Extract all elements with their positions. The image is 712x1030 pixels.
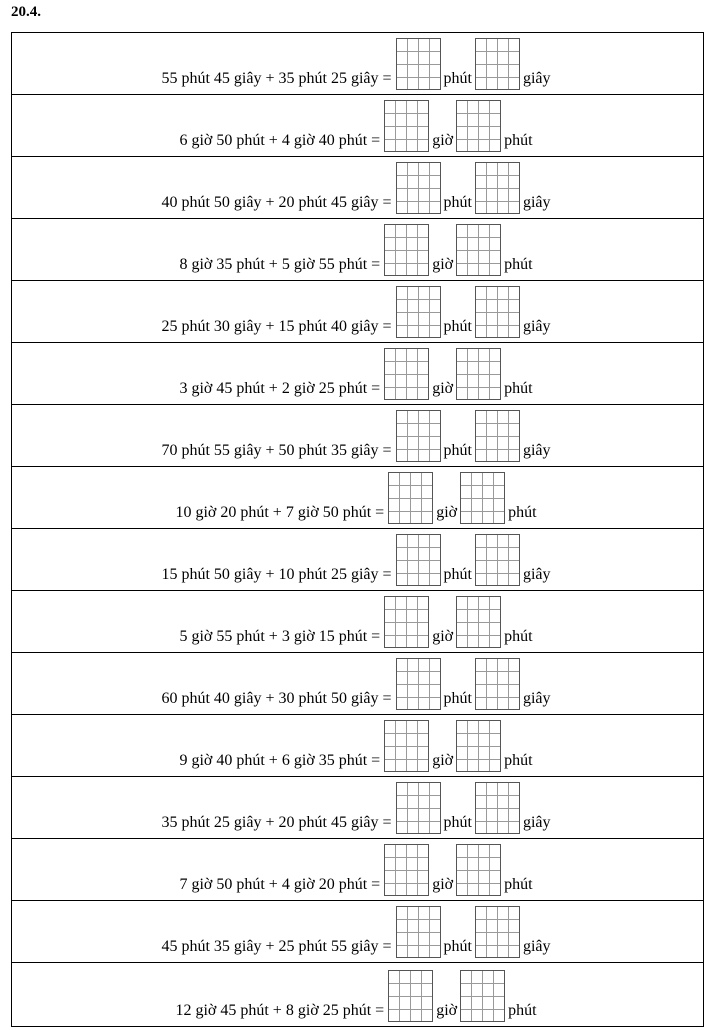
unit-label-second: giây <box>522 566 551 583</box>
answer-grid-second[interactable] <box>456 720 501 772</box>
unit-label-first: phút <box>443 70 472 87</box>
time-expression: 12 giờ 45 phút + 8 giờ 25 phút = <box>175 1002 385 1019</box>
unit-label-second: giây <box>522 318 551 335</box>
unit-label-second: giây <box>522 690 551 707</box>
unit-label-first: phút <box>443 814 472 831</box>
answer-grid-second[interactable] <box>460 970 505 1022</box>
time-expression: 7 giờ 50 phút + 4 giờ 20 phút = <box>179 876 381 893</box>
answer-grid-second[interactable] <box>475 658 520 710</box>
exercise-row <box>12 33 703 95</box>
answer-grid-second[interactable] <box>475 38 520 90</box>
unit-label-first: giờ <box>432 380 454 397</box>
answer-grid-second[interactable] <box>475 782 520 834</box>
answer-grid-second[interactable] <box>475 286 520 338</box>
unit-label-first: phút <box>443 442 472 459</box>
exercise-line <box>12 782 703 834</box>
exercise-line <box>12 286 703 338</box>
unit-label-first: giờ <box>432 876 454 893</box>
exercise-line <box>12 906 703 958</box>
answer-grid-first[interactable] <box>384 348 429 400</box>
unit-label-first: giờ <box>432 132 454 149</box>
unit-label-second: phút <box>504 628 533 645</box>
answer-grid-first[interactable] <box>396 286 441 338</box>
answer-grid-first[interactable] <box>384 596 429 648</box>
time-expression: 25 phút 30 giây + 15 phút 40 giây = <box>161 318 392 335</box>
exercise-line <box>12 38 703 90</box>
exercise-line <box>12 844 703 896</box>
answer-grid-second[interactable] <box>456 596 501 648</box>
answer-grid-first[interactable] <box>396 410 441 462</box>
answer-grid-first[interactable] <box>396 658 441 710</box>
answer-grid-first[interactable] <box>384 844 429 896</box>
exercise-line <box>12 410 703 462</box>
answer-grid-first[interactable] <box>388 472 433 524</box>
unit-label-first: phút <box>443 690 472 707</box>
answer-grid-second[interactable] <box>460 472 505 524</box>
unit-label-second: phút <box>504 132 533 149</box>
unit-label-second: giây <box>522 194 551 211</box>
answer-grid-second[interactable] <box>456 224 501 276</box>
answer-grid-first[interactable] <box>384 720 429 772</box>
exercise-row <box>12 529 703 591</box>
time-expression: 3 giờ 45 phút + 2 giờ 25 phút = <box>179 380 381 397</box>
unit-label-first: giờ <box>432 628 454 645</box>
time-expression: 9 giờ 40 phút + 6 giờ 35 phút = <box>179 752 381 769</box>
time-expression: 5 giờ 55 phút + 3 giờ 15 phút = <box>179 628 381 645</box>
unit-label-second: giây <box>522 442 551 459</box>
answer-grid-second[interactable] <box>475 534 520 586</box>
exercise-row <box>12 715 703 777</box>
exercise-line <box>12 224 703 276</box>
exercise-line <box>12 100 703 152</box>
answer-grid-first[interactable] <box>384 100 429 152</box>
time-expression: 45 phút 35 giây + 25 phút 55 giây = <box>161 938 392 955</box>
answer-grid-first[interactable] <box>396 906 441 958</box>
time-expression: 15 phút 50 giây + 10 phút 25 giây = <box>161 566 392 583</box>
unit-label-first: phút <box>443 938 472 955</box>
time-expression: 55 phút 45 giây + 35 phút 25 giây = <box>161 70 392 87</box>
time-expression: 35 phút 25 giây + 20 phút 45 giây = <box>161 814 392 831</box>
exercise-line <box>12 348 703 400</box>
exercise-row <box>12 591 703 653</box>
exercise-row <box>12 653 703 715</box>
unit-label-first: phút <box>443 194 472 211</box>
unit-label-second: phút <box>504 256 533 273</box>
unit-label-first: giờ <box>432 256 454 273</box>
answer-grid-first[interactable] <box>396 534 441 586</box>
time-expression: 70 phút 55 giây + 50 phút 35 giây = <box>161 442 392 459</box>
time-expression: 8 giờ 35 phút + 5 giờ 55 phút = <box>179 256 381 273</box>
answer-grid-first[interactable] <box>384 224 429 276</box>
answer-grid-first[interactable] <box>396 38 441 90</box>
exercise-row <box>12 219 703 281</box>
unit-label-second: phút <box>504 380 533 397</box>
exercise-line <box>12 162 703 214</box>
exercise-row <box>12 901 703 963</box>
unit-label-second: giây <box>522 814 551 831</box>
exercise-line <box>12 970 703 1022</box>
exercise-row <box>12 343 703 405</box>
answer-grid-second[interactable] <box>475 410 520 462</box>
exercise-row <box>12 839 703 901</box>
answer-grid-first[interactable] <box>396 162 441 214</box>
exercise-line <box>12 534 703 586</box>
unit-label-second: phút <box>504 752 533 769</box>
exercise-line <box>12 658 703 710</box>
answer-grid-second[interactable] <box>456 348 501 400</box>
time-expression: 10 giờ 20 phút + 7 giờ 50 phút = <box>175 504 385 521</box>
exercise-row <box>12 467 703 529</box>
exercise-row <box>12 281 703 343</box>
exercise-row <box>12 157 703 219</box>
exercise-line <box>12 720 703 772</box>
unit-label-first: phút <box>443 318 472 335</box>
unit-label-second: phút <box>508 1002 537 1019</box>
unit-label-second: phút <box>508 504 537 521</box>
exercise-line <box>12 472 703 524</box>
exercise-row <box>12 777 703 839</box>
time-expression: 60 phút 40 giây + 30 phút 50 giây = <box>161 690 392 707</box>
exercise-title: 20.4. <box>11 4 41 20</box>
exercise-row <box>12 963 703 1027</box>
exercise-row <box>12 95 703 157</box>
time-expression: 40 phút 50 giây + 20 phút 45 giây = <box>161 194 392 211</box>
unit-label-second: giây <box>522 70 551 87</box>
unit-label-first: giờ <box>436 1002 458 1019</box>
time-expression: 6 giờ 50 phút + 4 giờ 40 phút = <box>179 132 381 149</box>
unit-label-first: giờ <box>436 504 458 521</box>
exercise-line <box>12 596 703 648</box>
answer-grid-second[interactable] <box>456 100 501 152</box>
unit-label-first: giờ <box>432 752 454 769</box>
answer-grid-second[interactable] <box>456 844 501 896</box>
answer-grid-first[interactable] <box>396 782 441 834</box>
unit-label-second: giây <box>522 938 551 955</box>
answer-grid-second[interactable] <box>475 162 520 214</box>
unit-label-second: phút <box>504 876 533 893</box>
unit-label-first: phút <box>443 566 472 583</box>
answer-grid-first[interactable] <box>388 970 433 1022</box>
exercise-table <box>11 32 704 1027</box>
exercise-row <box>12 405 703 467</box>
answer-grid-second[interactable] <box>475 906 520 958</box>
